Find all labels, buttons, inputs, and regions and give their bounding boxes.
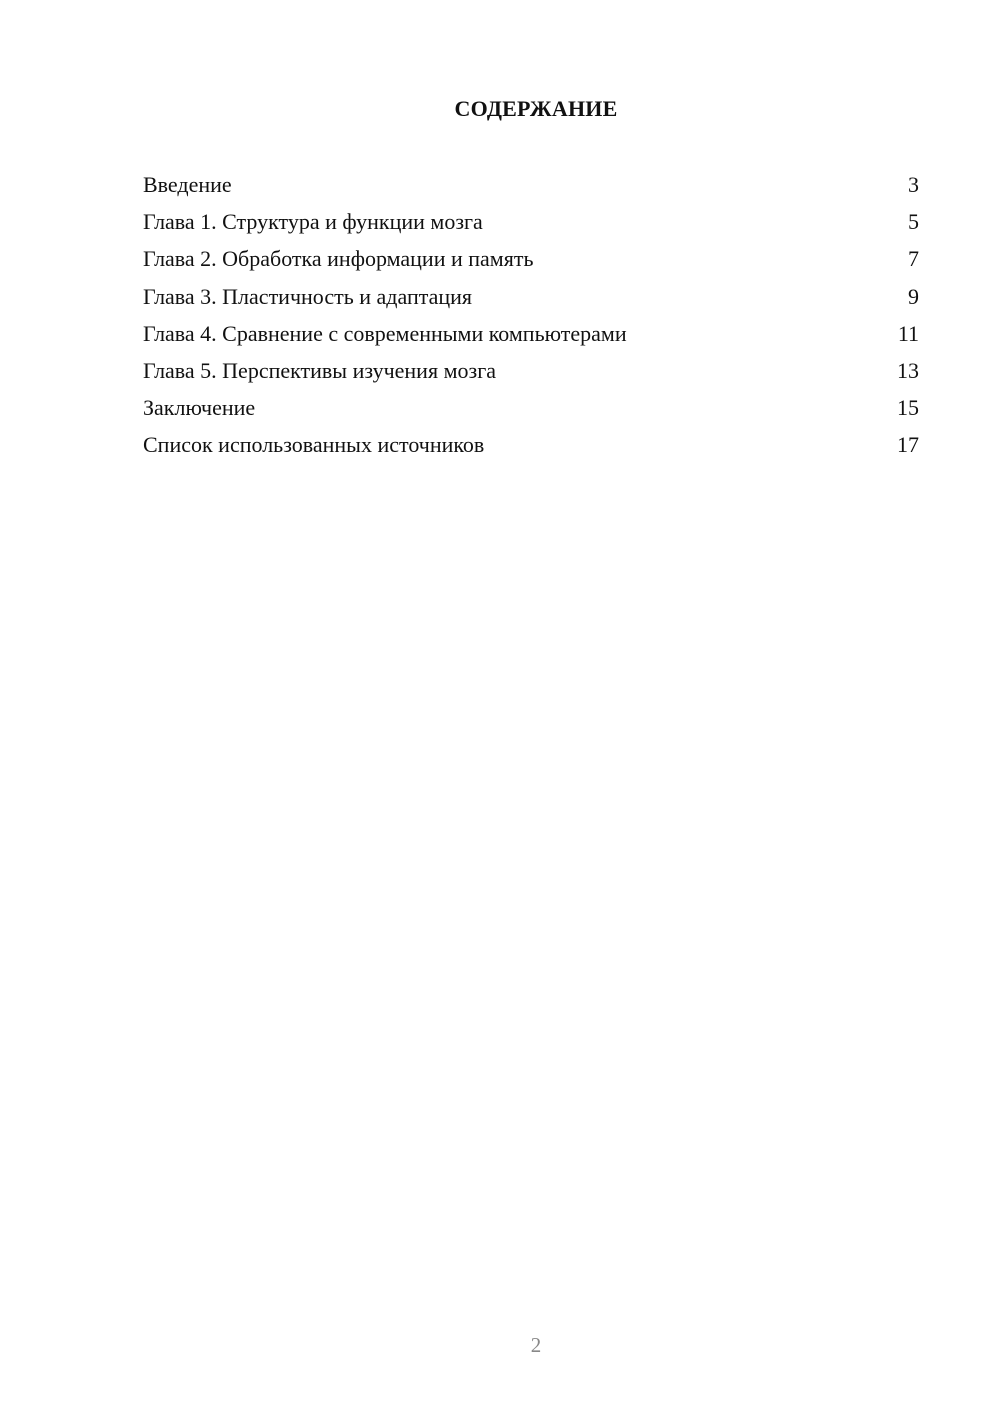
toc-entry-label: Введение (143, 172, 232, 197)
toc-entry-page: 15 (897, 395, 919, 421)
toc-entry-chapter-2 (143, 244, 919, 281)
toc-entry-chapter-3 (143, 282, 919, 319)
table-of-contents (143, 170, 919, 468)
toc-entry-page: 17 (897, 432, 919, 458)
toc-title: СОДЕРЖАНИЕ (454, 96, 618, 121)
toc-entry-page: 13 (897, 357, 919, 383)
toc-entry-label: Заключение (143, 395, 256, 421)
toc-entry-label: Глава 5. Перспективы изучения мозга (143, 357, 496, 383)
toc-entry-page: 3 (908, 172, 919, 197)
toc-entry-page: 9 (908, 283, 919, 309)
toc-entry-label: Глава 3. Пластичность и адаптация (143, 283, 473, 309)
toc-entry-page: 11 (897, 320, 919, 346)
toc-entry-references (143, 430, 919, 467)
toc-entry-page: 7 (908, 246, 919, 272)
toc-entry-conclusion (143, 393, 919, 430)
toc-entry-label: Список использованных источников (143, 432, 485, 458)
toc-entry-introduction (143, 170, 919, 207)
toc-entry-label: Глава 2. Обработка информации и память (143, 246, 534, 272)
toc-entry-chapter-1 (143, 207, 919, 244)
toc-entry-chapter-4 (143, 319, 919, 356)
toc-entry-label: Глава 4. Сравнение с современными компьютерами (143, 320, 627, 346)
toc-entry-page: 5 (908, 209, 919, 235)
toc-entry-label: Глава 1. Структура и функции мозга (143, 209, 483, 235)
toc-entry-chapter-5 (143, 356, 919, 393)
page-number: 2 (530, 1333, 542, 1357)
